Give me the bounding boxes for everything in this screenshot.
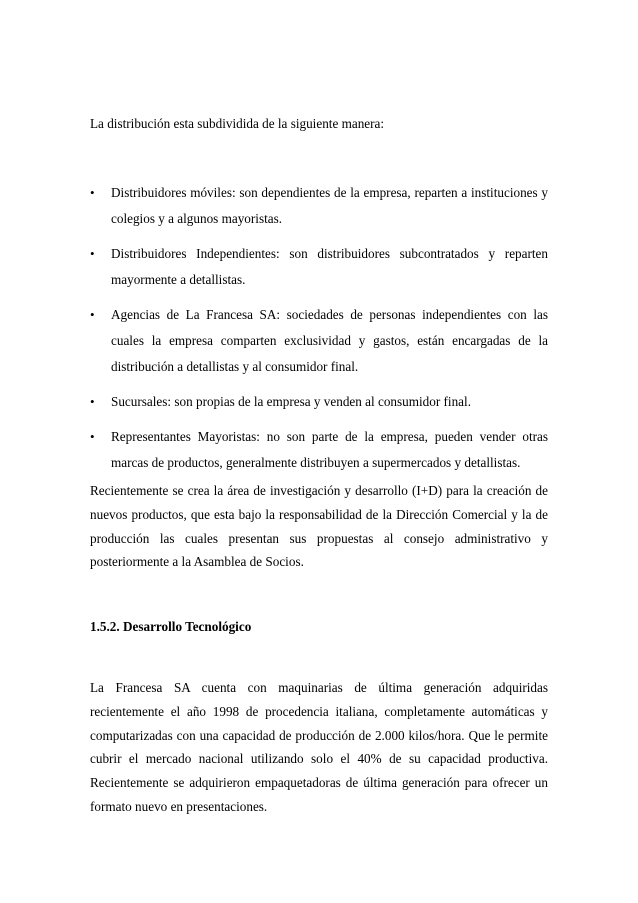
list-item-text: Sucursales: son propias de la empresa y venden al consumidor final. [111, 394, 471, 409]
distribution-list [90, 180, 548, 485]
list-item-text: Agencias de La Francesa SA: sociedades de personas independientes con las cuales la empresa comparten exclusividad y gastos, están encargadas de la distribución a detallistas y al consumidor final. [111, 307, 548, 374]
list-item-text: Distribuidores móviles: son dependientes de la empresa, reparten a instituciones y colegios y a algunos mayoristas. [111, 185, 548, 226]
section-heading: 1.5.2. Desarrollo Tecnológico [90, 619, 252, 634]
bullet-icon: • [90, 185, 95, 200]
bullet-icon: • [90, 394, 95, 409]
bullet-icon: • [90, 307, 95, 322]
list-item [90, 424, 548, 476]
list-item-text: Representantes Mayoristas: no son parte de la empresa, pueden vender otras marcas de productos, generalmente distribuyen a supermercados y detallistas. [111, 429, 548, 470]
list-item [90, 389, 548, 415]
list-item [90, 180, 548, 232]
research-paragraph: Recientemente se crea la área de investigación y desarrollo (I+D) para la creación de nuevos productos, que esta bajo la responsabilidad de la Dirección Comercial y la de producción las cuales presentan sus propuestas al consejo administrativo y posteriormente a la Asamblea de Socios. [90, 483, 548, 570]
list-item [90, 241, 548, 293]
list-item-text: Distribuidores Independientes: son distribuidores subcontratados y reparten mayormente a detallistas. [111, 246, 548, 287]
bullet-icon: • [90, 246, 95, 261]
bullet-icon: • [90, 429, 95, 444]
intro-text: La distribución esta subdividida de la siguiente manera: [90, 116, 385, 131]
list-item [90, 302, 548, 380]
technology-paragraph: La Francesa SA cuenta con maquinarias de última generación adquiridas recientemente el año 1998 de procedencia italiana, completamente automáticas y computarizadas con una capacidad de producción de 2.000 kilos/hora. Que le permite cubrir el mercado nacional utilizando solo el 40% de su capacidad productiva. Recientemente se adquirieron empaquetadoras de última generación para ofrecer un formato nuevo en presentaciones. [90, 680, 548, 814]
